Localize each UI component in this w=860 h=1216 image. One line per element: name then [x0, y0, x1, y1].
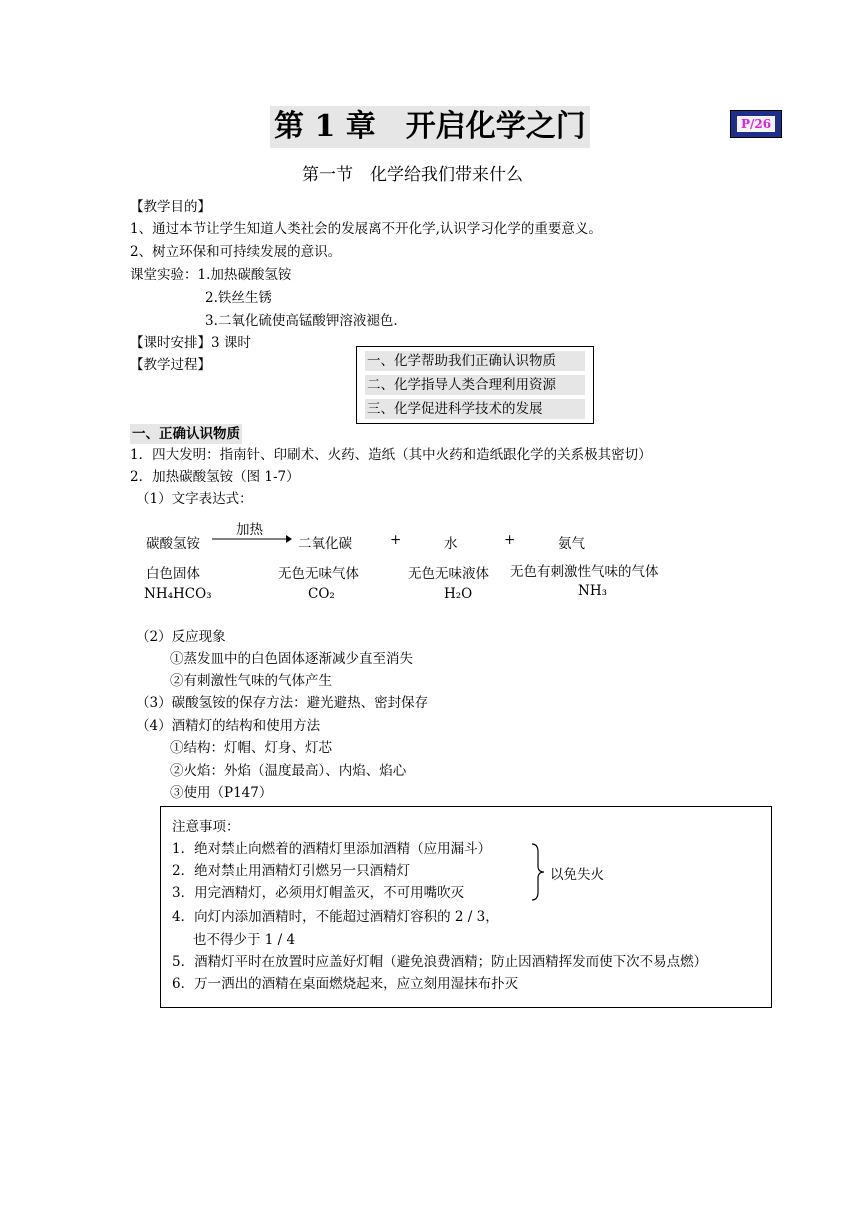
reactant-formula: NH₄HCO₃ [144, 586, 212, 602]
reaction-arrow [212, 532, 292, 546]
page-badge [730, 110, 782, 138]
co2-description: 无色无味气体 [278, 566, 359, 582]
phenomena-heading: （2）反应现象 [136, 629, 226, 645]
schedule: 【课时安排】3 课时 [130, 335, 251, 351]
heating-item: 2．加热碳酸氢铵（图 1-7） [130, 469, 300, 485]
objective-1: 1、通过本节让学生知道人类社会的发展离不开化学,认识学习化学的重要意义。 [130, 221, 602, 237]
objective-2: 2、树立环保和可持续发展的意识。 [130, 244, 342, 260]
section-subtitle: 第一节 化学给我们带来什么 [302, 165, 523, 185]
word-equation-heading: （1）文字表达式： [136, 491, 253, 507]
lamp-usage: ③使用（P147） [170, 785, 273, 801]
reactant-name: 碳酸氢铵 [146, 536, 200, 552]
process-item: 三、化学促进科学技术的发展 [365, 399, 585, 419]
phenomenon-2: ②有刺激性气味的气体产生 [170, 673, 332, 689]
objectives-heading: 【教学目的】 [130, 199, 211, 215]
water-description: 无色无味液体 [408, 566, 489, 582]
precaution-2: 2．绝对禁止用酒精灯引燃另一只酒精灯 [172, 863, 411, 879]
water-formula: H₂O [444, 586, 473, 602]
plus-sign: + [504, 532, 516, 548]
precaution-5: 5．酒精灯平时在放置时应盖好灯帽（避免浪费酒精；防止因酒精挥发而使下次不易点燃） [172, 954, 708, 970]
experiment-2: 2.铁丝生锈 [205, 290, 272, 306]
experiment-3: 3.二氧化硫使高锰酸钾溶液褪色. [205, 313, 398, 329]
precaution-3: 3．用完酒精灯，必须用灯帽盖灭，不可用嘴吹灭 [172, 885, 465, 901]
process-outline-box [356, 346, 594, 424]
precaution-1: 1．绝对禁止向燃着的酒精灯里添加酒精（应用漏斗） [172, 841, 492, 857]
process-heading: 【教学过程】 [130, 357, 211, 373]
lamp-flame: ②火焰：外焰（温度最高）、内焰、焰心 [170, 763, 407, 779]
brace-label: 以免失火 [550, 867, 604, 883]
chapter-title: 第 1 章 开启化学之门 [270, 106, 590, 148]
reactant-description: 白色固体 [146, 566, 200, 582]
process-item: 二、化学指导人类合理利用资源 [365, 375, 585, 395]
experiment-heading: 课堂实验：1.加热碳酸氢铵 [130, 267, 292, 283]
precaution-6: 6．万一洒出的酒精在桌面燃烧起来，应立刻用湿抹布扑灭 [172, 976, 519, 992]
precaution-4: 4．向灯内添加酒精时，不能超过酒精灯容积的 2 / 3， [172, 909, 499, 925]
co2-formula: CO₂ [308, 586, 335, 602]
plus-sign: + [390, 532, 402, 548]
ammonia-formula: NH₃ [578, 583, 607, 599]
product-ammonia-name: 氨气 [558, 536, 585, 552]
lamp-structure: ①结构：灯帽、灯身、灯芯 [170, 740, 332, 756]
process-item: 一、化学帮助我们正确认识物质 [365, 351, 585, 371]
precaution-4-continued: 也不得少于 1 / 4 [193, 932, 296, 948]
page-badge-label: P/26 [737, 116, 775, 132]
phenomenon-1: ①蒸发皿中的白色固体逐渐减少直至消失 [170, 651, 413, 667]
precautions-heading: 注意事项： [172, 819, 240, 835]
reaction-condition: 加热 [236, 522, 263, 538]
lamp-heading: （4）酒精灯的结构和使用方法 [136, 718, 321, 734]
product-water-name: 水 [444, 536, 458, 552]
brace-icon [530, 842, 548, 902]
section-heading: 一、正确认识物质 [132, 426, 240, 442]
four-inventions: 1．四大发明：指南针、印刷术、火药、造纸（其中火药和造纸跟化学的关系极其密切） [130, 447, 652, 463]
ammonia-description: 无色有刺激性气味的气体 [510, 564, 659, 580]
product-co2-name: 二氧化碳 [298, 536, 352, 552]
storage-method: （3）碳酸氢铵的保存方法：避光避热、密封保存 [136, 695, 429, 711]
